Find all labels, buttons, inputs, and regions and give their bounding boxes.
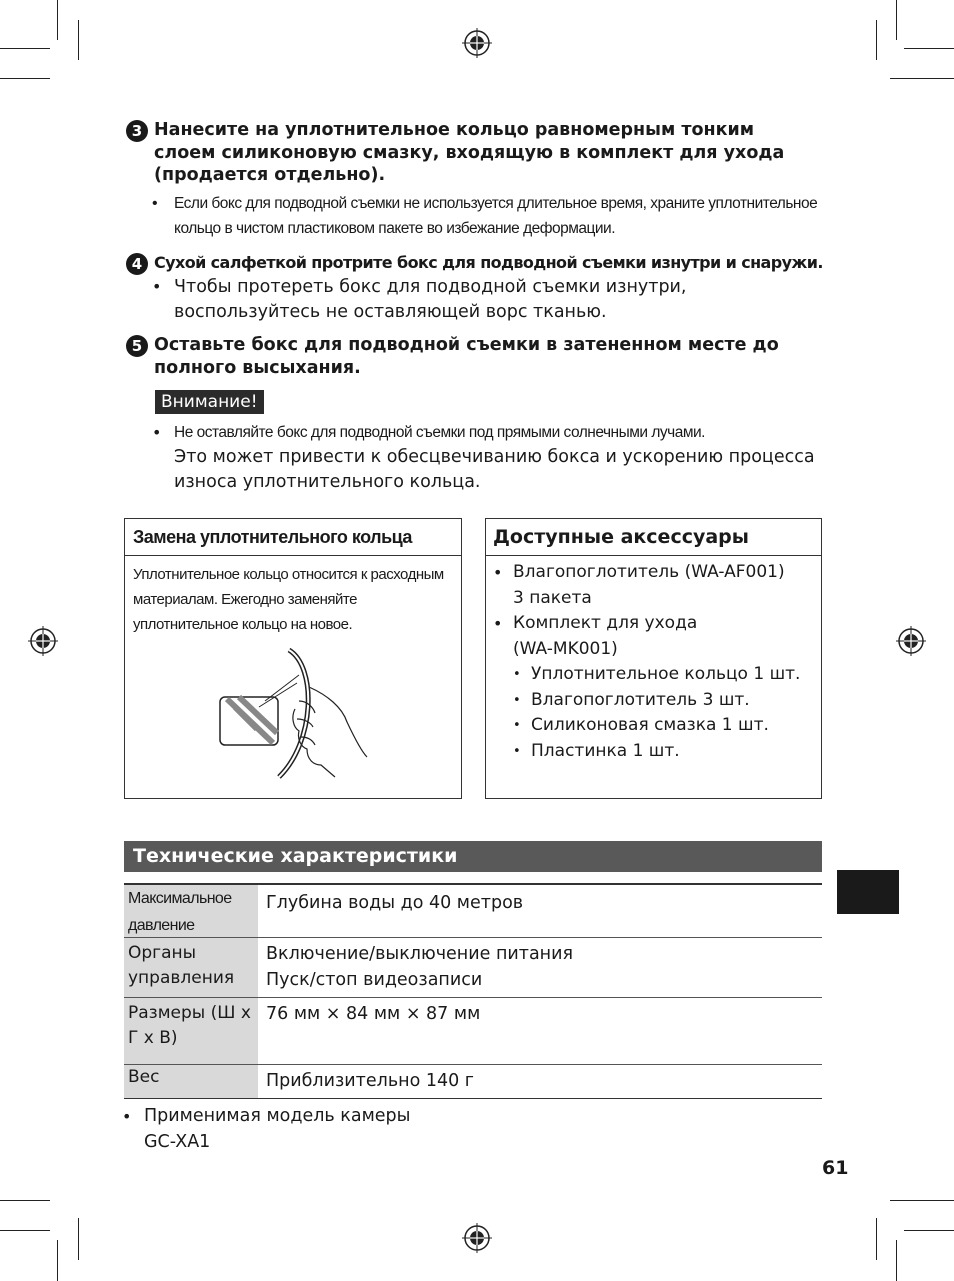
camera-model-note: • Применимая модель камеры GC-XA1: [122, 1106, 411, 1152]
accessories-box: [485, 518, 822, 799]
registration-mark-icon: [462, 28, 492, 58]
page-number: 61: [822, 1157, 849, 1179]
list-item: • Уплотнительное кольцо 1 шт.: [513, 664, 801, 684]
registration-mark-icon: [462, 1223, 492, 1253]
replace-ring-box: [124, 518, 462, 799]
replace-ring-text: Уплотнительное кольцо относится к расходным материалам. Ежегодно заменяйте уплотнительное кольцо на новое.: [133, 566, 444, 633]
caution-label: Внимание!: [155, 390, 264, 414]
step-number: 5: [126, 335, 148, 357]
table-row: Органы управления Включение/выключение питания Пуск/стоп видеозаписи: [124, 938, 822, 998]
table-row: Размеры (Ш x Г x В) 76 мм × 84 мм × 87 мм: [124, 998, 822, 1065]
step-text: Нанесите на уплотнительное кольцо равномерным тонким слоем силиконовую смазку, входящую в комплект для ухода (продается отдельно).: [154, 120, 785, 185]
registration-mark-icon: [28, 626, 58, 656]
step-number: 4: [126, 253, 148, 275]
list-item: • Влагопоглотитель 3 шт.: [513, 689, 750, 710]
step-3: [126, 119, 796, 187]
accessories-title: Доступные аксессуары: [486, 519, 821, 556]
accessories-list: [486, 556, 821, 764]
table-row: Максимальное давление Глубина воды до 40 метров: [124, 885, 822, 938]
specs-table: [124, 883, 822, 1099]
step-5: [126, 334, 796, 379]
replace-ring-title: Замена уплотнительного кольца: [125, 519, 461, 556]
step-number: 3: [126, 120, 148, 142]
o-ring-illustration: [217, 647, 377, 782]
table-row: Вес Приблизительно 140 г: [124, 1065, 822, 1099]
list-item: • Влагопоглотитель (WA-AF001) 3 пакета: [493, 562, 785, 608]
step-text: Сухой салфеткой протрите бокс для подводной съемки изнутри и снаружи.: [154, 253, 823, 272]
step-text: Оставьте бокс для подводной съемки в затененном месте до полного высыхания.: [154, 335, 779, 378]
step-4-note: • Чтобы протереть бокс для подводной съемки изнутри, воспользуйтесь не оставляющей ворс тканью.: [152, 277, 687, 322]
step-3-note: • Если бокс для подводной съемки не используется длительное время, храните уплотнительное кольцо в чистом пластиковом пакете во избежание деформации.: [152, 195, 818, 237]
list-item: • Комплект для ухода (WA-MK001): [493, 613, 698, 659]
list-item: • Силиконовая смазка 1 шт.: [513, 715, 769, 735]
section-tab-marker: [837, 870, 899, 914]
caution-note: • Не оставляйте бокс для подводной съемки под прямыми солнечными лучами. Это может привести к обесцвечиванию бокса и ускорению процесса износа уплотнительного кольца.: [152, 423, 815, 492]
list-item: • Пластинка 1 шт.: [513, 740, 680, 761]
registration-mark-icon: [896, 626, 926, 656]
specs-title: Технические характеристики: [124, 841, 822, 872]
step-4: [126, 252, 826, 275]
